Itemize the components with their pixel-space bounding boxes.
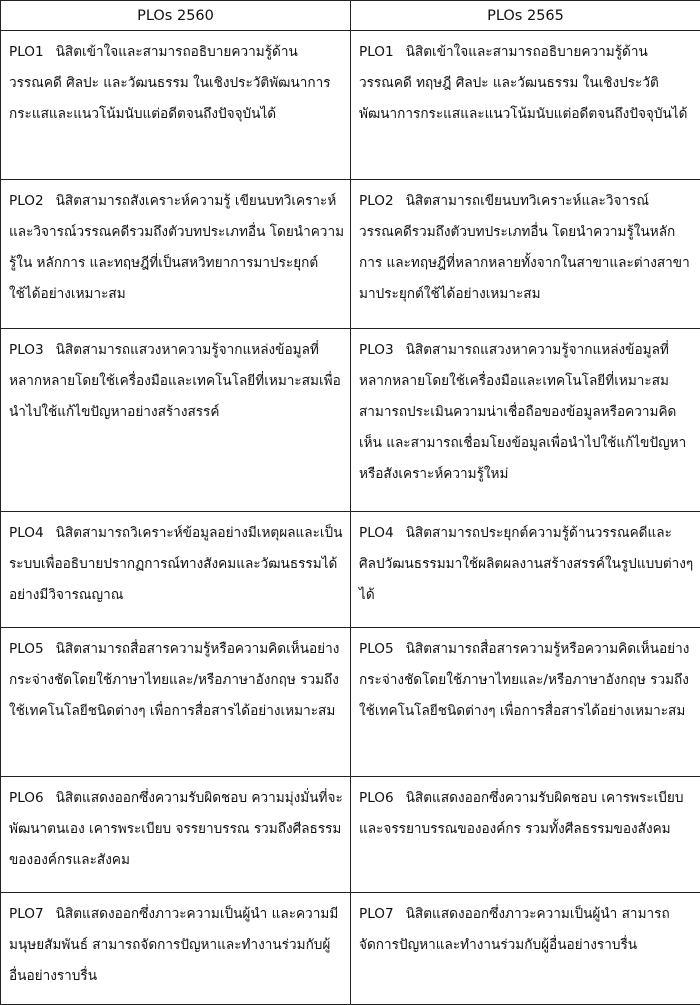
plo-text: นิสิตสามารถแสวงหาความรู้จากแหล่งข้อมูลที่หลากหลายโดยใช้เครื่องมือและเทคโนโลยีที่เหมาะสม สามารถประเมินความน่าเชื่อถือของข้อมูลหรือความคิดเห็น และสามารถเชื่อมโยงข้อมูลเพื่อนำไปใช้แก้ไขปัญหาหรือสังเคราะห์ความรู้ใหม่ [359,342,687,482]
cell-2560-plo4 [1,512,351,628]
cell-2565-plo6 [351,777,700,893]
plo-code: PLO7 [9,906,44,922]
plo-code: PLO7 [359,906,394,922]
header-plos-2565: PLOs 2565 [351,1,700,31]
plo-code: PLO6 [9,790,44,806]
plo-text: นิสิตสามารถแสวงหาความรู้จากแหล่งข้อมูลที่หลากหลายโดยใช้เครื่องมือและเทคโนโลยีที่เหมาะสมเพื่อนำไปใช้แก้ไขปัญหาอย่างสร้างสรรค์ [9,342,341,420]
plo-text: นิสิตสามารถสื่อสารความรู้หรือความคิดเห็นอย่างกระจ่างชัดโดยใช้ภาษาไทยและ/หรือภาษาอังกฤษ รวมถึงใช้เทคโนโลยีชนิดต่างๆ เพื่อการสื่อสารได้อย่างเหมาะสม [359,641,690,719]
cell-2565-plo4 [351,512,700,628]
table-row-plo3 [1,329,700,512]
plo-code: PLO4 [9,525,44,541]
cell-2565-plo7 [351,893,700,1005]
cell-2565-plo2 [351,180,700,329]
cell-2560-plo7 [1,893,351,1005]
plo-text: นิสิตสามารถวิเคราะห์ข้อมูลอย่างมีเหตุผลและเป็นระบบเพื่ออธิบายปรากฏการณ์ทางสังคมและวัฒนธรรมได้อย่างมีวิจารณญาณ [9,525,343,603]
plo-text: นิสิตสามารถสังเคราะห์ความรู้ เขียนบทวิเคราะห์และวิจารณ์วรรณคดีรวมถึงตัวบทประเภทอื่น โดยนำความรู้ใน หลักการ และทฤษฎีที่เป็นสหวิทยาการมาประยุกต์ใช้ได้อย่างเหมาะสม [9,193,345,302]
cell-2565-plo3 [351,329,700,512]
cell-2560-plo2 [1,180,351,329]
plo-text: นิสิตแสดงออกซึ่งความรับผิดชอบ เคารพระเบียบและจรรยาบรรณขององค์กร รวมทั้งศีลธรรมของสังคม [359,790,684,837]
plo-code: PLO1 [9,44,44,60]
header-row [1,1,700,31]
plo-text: นิสิตแสดงออกซึ่งภาวะความเป็นผู้นำ และความมีมนุษยสัมพันธ์ สามารถจัดการปัญหาและทำงานร่วมกับผู้อื่นอย่างราบรื่น [9,906,339,984]
cell-2560-plo6 [1,777,351,893]
cell-2560-plo3 [1,329,351,512]
plo-code: PLO5 [359,641,394,657]
cell-2560-plo1 [1,31,351,180]
table-row-plo2 [1,180,700,329]
plo-code: PLO3 [359,342,394,358]
plo-text: นิสิตสามารถสื่อสารความรู้หรือความคิดเห็นอย่างกระจ่างชัดโดยใช้ภาษาไทยและ/หรือภาษาอังกฤษ รวมถึงใช้เทคโนโลยีชนิดต่างๆ เพื่อการสื่อสารได้อย่างเหมาะสม [9,641,340,719]
plo-text: นิสิตเข้าใจและสามารถอธิบายความรู้ด้านวรรณคดี ทฤษฎี ศิลปะ และวัฒนธรรม ในเชิงประวัติพัฒนาการกระแสและแนวโน้มนับแต่อดีตจนถึงปัจจุบันได้ [359,44,688,122]
header-plos-2560: PLOs 2560 [1,1,351,31]
plo-code: PLO3 [9,342,44,358]
table-row-plo1 [1,31,700,180]
plo-text: นิสิตแสดงออกซึ่งความรับผิดชอบ ความมุ่งมั่นที่จะพัฒนาตนเอง เคารพระเบียบ จรรยาบรรณ รวมถึงศีลธรรมขององค์กรและสังคม [9,790,343,868]
plo-text: นิสิตเข้าใจและสามารถอธิบายความรู้ด้านวรรณคดี ศิลปะ และวัฒนธรรม ในเชิงประวัติพัฒนาการ กระแสและแนวโน้มนับแต่อดีตจนถึงปัจจุบันได้ [9,44,331,122]
plo-code: PLO2 [359,193,394,209]
plo-text: นิสิตสามารถประยุกต์ความรู้ด้านวรรณคดีและศิลปวัฒนธรรมมาใช้ผลิตผลงานสร้างสรรค์ในรูปแบบต่างๆ ได้ [359,525,694,603]
table-row-plo4 [1,512,700,628]
plo-code: PLO6 [359,790,394,806]
table-row-plo6 [1,777,700,893]
plo-code: PLO5 [9,641,44,657]
table-row-plo5 [1,628,700,777]
cell-2565-plo1 [351,31,700,180]
cell-2565-plo5 [351,628,700,777]
plo-text: นิสิตแสดงออกซึ่งภาวะความเป็นผู้นำ สามารถจัดการปัญหาและทำงานร่วมกับผู้อื่นอย่างราบรื่น [359,906,670,953]
table-row-plo7 [1,893,700,1005]
cell-2560-plo5 [1,628,351,777]
plo-code: PLO2 [9,193,44,209]
plo-code: PLO4 [359,525,394,541]
plo-text: นิสิตสามารถเขียนบทวิเคราะห์และวิจารณ์วรรณคดีรวมถึงตัวบทประเภทอื่น โดยนำความรู้ในหลักการ และทฤษฎีที่หลากหลายทั้งจากในสาขาและต่างสาขามาประยุกต์ใช้ได้อย่างเหมาะสม [359,193,690,302]
plo-code: PLO1 [359,44,394,60]
